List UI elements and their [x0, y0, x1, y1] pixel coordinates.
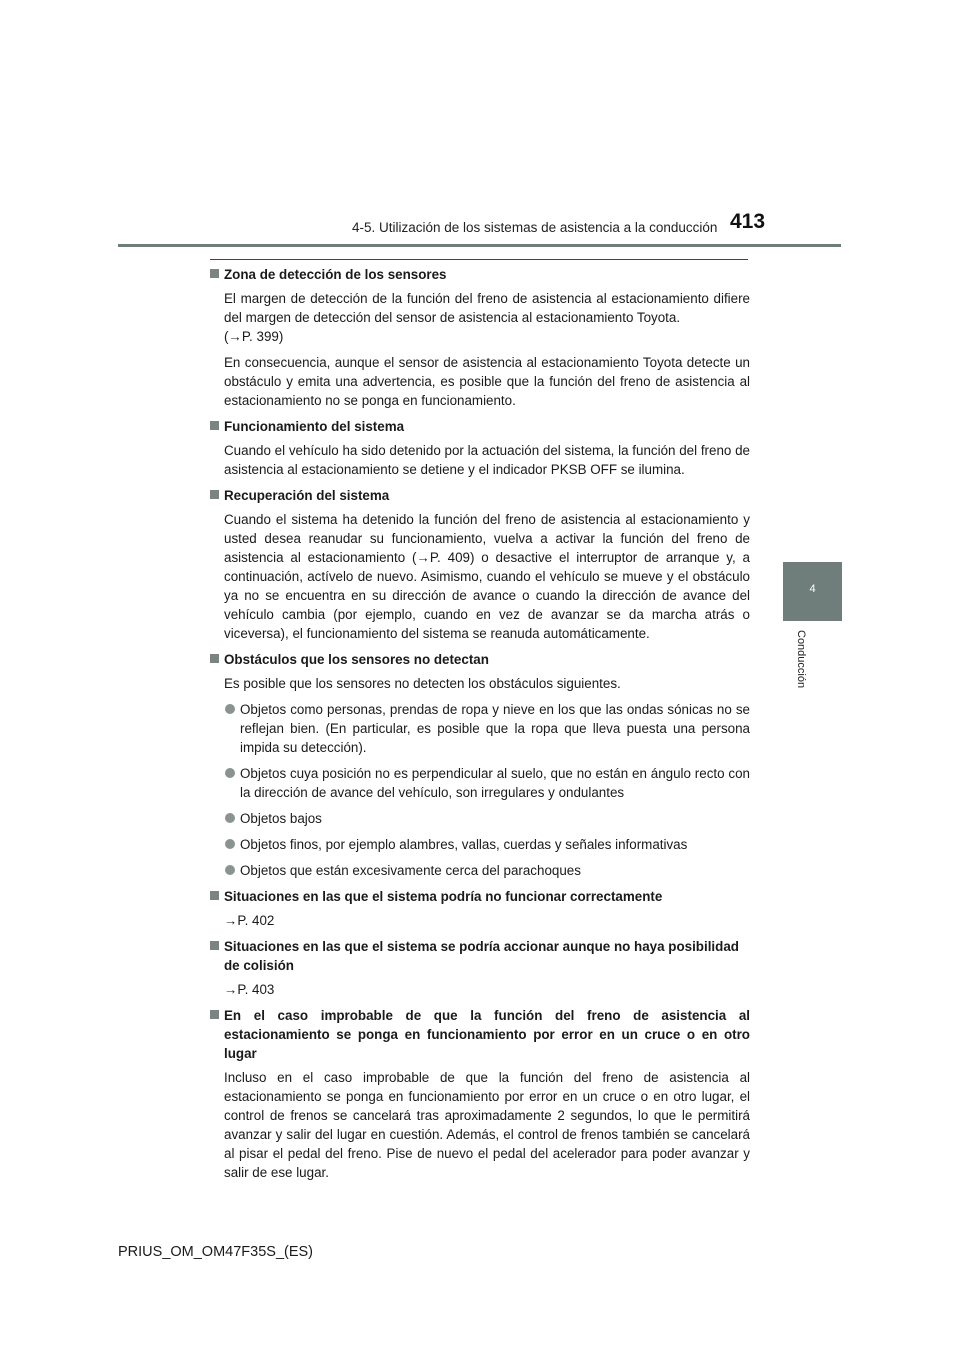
paragraph: Incluso en el caso improbable de que la función del freno de asistencia al estacionamiento se ponga en funcionamiento por error en un cruce o en otro lugar, el control de frenos se cancelará tras aproximadamente 2 segundos, lo que le permitirá avanzar y salir del lugar en cuestión. Además, el control de frenos también se cancelará al pisar el pedal del freno. Pise de nuevo el pedal del acelerador para poder avanzar y salir de ese lugar. [224, 1070, 750, 1180]
square-bullet-icon [210, 891, 219, 900]
header-title: 4-5. Utilización de los sistemas de asistencia a la conducción [352, 220, 718, 235]
list-item [210, 809, 750, 828]
round-bullet-icon [225, 768, 235, 778]
round-bullet-icon [225, 865, 235, 875]
round-bullet-icon [225, 704, 235, 714]
section-system-operation [210, 417, 750, 479]
section-heading-text: Funcionamiento del sistema [224, 419, 405, 434]
square-bullet-icon [210, 1010, 219, 1019]
section-heading-text: Zona de detección de los sensores [224, 267, 447, 282]
section-heading [210, 937, 750, 975]
round-bullet-icon [225, 839, 235, 849]
list-item [210, 861, 750, 880]
page-reference: (→P. 399) [224, 329, 284, 344]
section-malfunction-situations [210, 887, 750, 930]
header-rule [118, 244, 841, 247]
paragraph: Cuando el vehículo ha sido detenido por la actuación del sistema, la función del freno de asistencia al estacionamiento se detiene y el indicador PKSB OFF se ilumina. [224, 443, 750, 477]
list-item [210, 700, 750, 757]
section-heading [210, 650, 750, 669]
square-bullet-icon [210, 421, 219, 430]
section-heading-text: Obstáculos que los sensores no detectan [224, 652, 489, 667]
list-item-text: Objetos cuya posición no es perpendicular al suelo, que no están en ángulo recto con la dirección de avance del vehículo, son irregulares y ondulantes [240, 766, 750, 800]
chapter-label: Conducción [795, 630, 807, 689]
section-heading-text: En el caso improbable de que la función del freno de asistencia al estacionamiento se ponga en funcionamiento por error en un cruce o en otro lugar [224, 1008, 750, 1061]
section-system-recovery [210, 486, 750, 643]
square-bullet-icon [210, 490, 219, 499]
section-heading-text: Situaciones en las que el sistema se podría accionar aunque no haya posibilidad de colisión [224, 939, 739, 973]
section-heading-text: Recuperación del sistema [224, 488, 390, 503]
footer-document-code: PRIUS_OM_OM47F35S_(ES) [118, 1244, 314, 1260]
section-heading [210, 1006, 750, 1063]
content-rule [210, 259, 748, 260]
page-number: 413 [730, 210, 766, 233]
paragraph: Cuando el sistema ha detenido la función del freno de asistencia al estacionamiento y usted desea reanudar su funcionamiento, vuelva a activar la función del freno de asistencia al estacionamiento (→P. 409) o desactive el interruptor de arranque y, a continuación, actívelo de nuevo. Asimismo, cuando el vehículo se mueve y el obstáculo ya no se encuentra en su dirección de avance o cuando la dirección de avance del vehículo cambia (por ejemplo, cuando en vez de avanzar se da marcha atrás o viceversa), el funcionamiento del sistema se reanuda automáticamente. [224, 512, 750, 641]
page-reference: →P. 402 [224, 913, 275, 928]
section-unintended-activation [210, 1006, 750, 1182]
section-sensor-detection-zone [210, 265, 750, 410]
paragraph: En consecuencia, aunque el sensor de asistencia al estacionamiento Toyota detecte un obstáculo y emita una advertencia, es posible que la función del freno de asistencia al estacionamiento no se ponga en funcionamiento. [224, 355, 750, 408]
list-item [210, 835, 750, 854]
section-undetected-obstacles [210, 650, 750, 880]
section-heading-text: Situaciones en las que el sistema podría no funcionar correctamente [224, 889, 663, 904]
round-bullet-icon [225, 813, 235, 823]
section-heading [210, 887, 750, 906]
section-heading [210, 417, 750, 436]
paragraph: El margen de detección de la función del freno de asistencia al estacionamiento difiere del margen de detección del sensor de asistencia al estacionamiento Toyota. [224, 291, 750, 325]
list-item-text: Objetos como personas, prendas de ropa y nieve en los que las ondas sónicas no se reflejan bien. (En particular, es posible que la ropa que lleva puesta una persona impida su detección). [240, 702, 750, 755]
paragraph: Es posible que los sensores no detecten los obstáculos siguientes. [224, 676, 621, 691]
list-item-text: Objetos bajos [240, 811, 322, 826]
chapter-tab-number: 4 [809, 583, 816, 595]
list-item [210, 764, 750, 802]
square-bullet-icon [210, 941, 219, 950]
section-heading [210, 265, 750, 284]
square-bullet-icon [210, 269, 219, 278]
chapter-tab [783, 562, 842, 621]
list-item-text: Objetos finos, por ejemplo alambres, vallas, cuerdas y señales informativas [240, 837, 688, 852]
section-false-activation-situations [210, 937, 750, 999]
section-heading [210, 486, 750, 505]
page-reference: →P. 403 [224, 982, 275, 997]
square-bullet-icon [210, 654, 219, 663]
content-area [210, 265, 750, 1189]
list-item-text: Objetos que están excesivamente cerca del parachoques [240, 863, 581, 878]
